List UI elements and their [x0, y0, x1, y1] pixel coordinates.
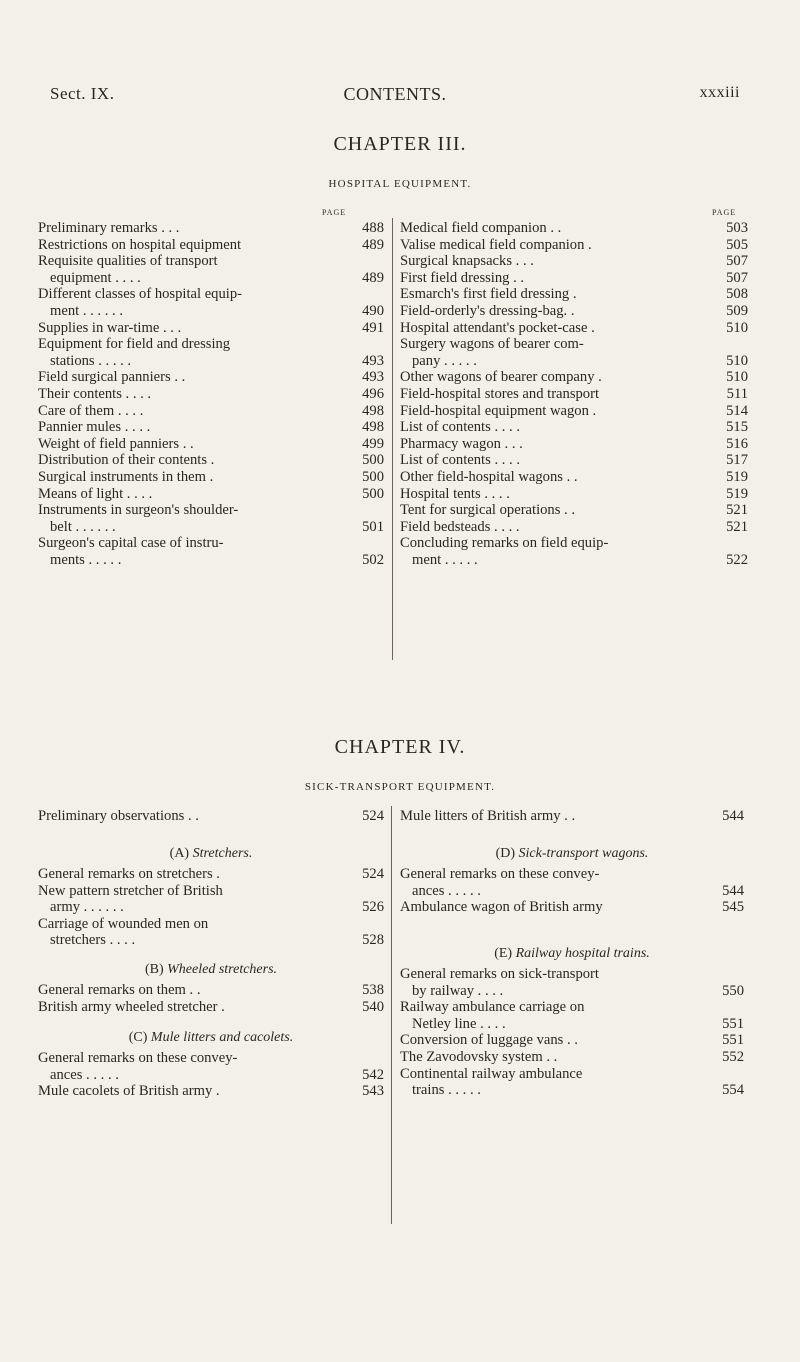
toc-entry-text: Tent for surgical operations . .: [400, 502, 576, 519]
toc-entry-page: 519: [726, 469, 748, 485]
toc-entry-text: Other field-hospital wagons . .: [400, 469, 578, 485]
toc-entry-text: Mule litters of British army . .: [400, 808, 576, 824]
toc-entry-page: 490: [362, 303, 384, 319]
toc-entry-text: ments . . . . .: [50, 552, 122, 568]
toc-entry-page: 551: [722, 1015, 744, 1032]
toc-entry-page: 508: [726, 286, 748, 303]
toc-entry-page: 505: [726, 236, 748, 253]
toc-entry-page: 498: [362, 419, 384, 436]
toc-entry-page: 554: [722, 1082, 744, 1099]
section-heading: [38, 846, 384, 862]
toc-entry-page: 496: [362, 386, 384, 402]
toc-entry-text: Field surgical panniers . .: [38, 369, 186, 386]
toc-entry-page: 500: [362, 452, 384, 469]
toc-entry-page: 515: [726, 419, 748, 436]
toc-entry-page: 542: [362, 1066, 384, 1083]
toc-entry-text: Field bedsteads . . . .: [400, 518, 520, 535]
toc-entry-text: Equipment for field and dressing: [38, 336, 231, 353]
toc-entry-page: 524: [362, 808, 384, 824]
toc-entry-text: First field dressing . .: [400, 269, 525, 286]
toc-entry-page: 501: [362, 518, 384, 535]
toc-entry-page: 491: [362, 319, 384, 336]
toc-entry-text: Preliminary remarks . . .: [38, 220, 180, 236]
toc-entry-text: Hospital tents . . . .: [400, 485, 510, 502]
toc-entry-page: 511: [726, 386, 748, 402]
chapter-4-subtitle: SICK-TRANSPORT EQUIPMENT.: [304, 781, 496, 793]
toc-entry-page: 550: [722, 982, 744, 999]
toc-entry-text: Conversion of luggage vans . .: [400, 1032, 578, 1049]
toc-entry-text: General remarks on these convey-: [38, 1050, 238, 1066]
toc-entry-text: Different classes of hospital equip-: [38, 286, 242, 303]
section-heading: [400, 946, 744, 962]
toc-entry-text: trains . . . . .: [412, 1082, 481, 1099]
toc-entry-text: Railway ambulance carriage on: [400, 999, 585, 1016]
toc-entry-page: 510: [726, 352, 748, 369]
toc-entry-text: belt . . . . . .: [50, 518, 116, 535]
toc-entry-text: General remarks on sick-transport: [400, 966, 599, 982]
toc-entry-text: List of contents . . . .: [400, 452, 520, 469]
toc-entry-text: The Zavodovsky system . .: [400, 1049, 558, 1065]
page-column-label-left: PAGE: [322, 208, 347, 217]
toc-entry-page: 526: [362, 899, 384, 916]
toc-entry-text: General remarks on stretchers .: [38, 866, 220, 882]
toc-entry-page: 519: [726, 485, 748, 502]
toc-entry-text: Field-orderly's dressing-bag. .: [400, 303, 575, 319]
toc-entry-text: Requisite qualities of transport: [38, 253, 218, 270]
toc-entry-text: List of contents . . . .: [400, 419, 520, 436]
toc-entry-page: 524: [362, 866, 384, 882]
toc-entry-text: ances . . . . .: [412, 882, 481, 899]
section-letter: (A): [169, 846, 193, 861]
toc-entry-text: Surgery wagons of bearer com-: [400, 336, 584, 353]
toc-entry-page: 551: [722, 1032, 744, 1049]
toc-entry-text: pany . . . . .: [412, 352, 477, 369]
toc-entry-text: Field-hospital equipment wagon .: [400, 402, 597, 419]
toc-entry-text: Hospital attendant's pocket-case .: [400, 319, 595, 336]
toc-entry-page: 503: [726, 220, 748, 236]
toc-entry-text: Other wagons of bearer company .: [400, 369, 602, 386]
toc-entry-text: Carriage of wounded men on: [38, 915, 209, 932]
toc-entry-page: 543: [362, 1083, 384, 1100]
toc-entry-text: stretchers . . . .: [50, 932, 136, 949]
toc-entry-text: Ambulance wagon of British army: [400, 899, 603, 916]
section-name: Wheeled stretchers.: [167, 962, 278, 977]
toc-entry-page: 488: [362, 220, 384, 236]
toc-entry-text: General remarks on these convey-: [400, 866, 600, 882]
toc-entry-page: 510: [726, 319, 748, 336]
toc-entry-page: 521: [726, 502, 748, 519]
section-heading: [400, 846, 744, 862]
section-heading: [38, 962, 384, 978]
running-head: [50, 84, 740, 108]
toc-entry-text: Medical field companion . .: [400, 220, 562, 236]
toc-entry-page: 493: [362, 369, 384, 386]
toc-entry-text: Field-hospital stores and transport: [400, 386, 600, 402]
toc-entry-text: General remarks on them . .: [38, 982, 201, 998]
chapter-3-subtitle: HOSPITAL EQUIPMENT.: [328, 178, 472, 190]
toc-entry-page: 493: [362, 352, 384, 369]
toc-entry-page: 540: [362, 998, 384, 1015]
section-letter: (E): [494, 946, 516, 961]
section-label: Sect. IX.: [50, 84, 115, 103]
toc-entry-page: 489: [362, 269, 384, 286]
toc-entry-text: Concluding remarks on field equip-: [400, 535, 609, 552]
toc-entry-text: equipment . . . .: [50, 269, 141, 286]
toc-entry-page: 509: [726, 303, 748, 319]
toc-entry-page: 538: [362, 982, 384, 998]
toc-entry-page: 528: [362, 932, 384, 949]
chapter-4-title: CHAPTER IV.: [334, 736, 466, 758]
section-name: Railway hospital trains.: [515, 946, 650, 961]
toc-entry-text: Preliminary observations . .: [38, 808, 199, 824]
chapter-3-title: CHAPTER III.: [333, 133, 467, 155]
section-letter: (D): [495, 846, 519, 861]
toc-entry-text: by railway . . . .: [412, 982, 504, 999]
section-name: Stretchers.: [192, 846, 253, 861]
toc-entry-page: 502: [362, 552, 384, 568]
toc-entry-text: Weight of field panniers . .: [38, 435, 194, 452]
toc-entry-page: 500: [362, 485, 384, 502]
toc-entry-page: 507: [726, 269, 748, 286]
toc-entry-text: Instruments in surgeon's shoulder-: [38, 502, 239, 519]
toc-entry-page: 489: [362, 236, 384, 253]
toc-entry-text: Valise medical field companion .: [400, 236, 592, 253]
toc-entry-text: Pharmacy wagon . . .: [400, 435, 523, 452]
toc-entry-text: Distribution of their contents .: [38, 452, 215, 469]
toc-entry-page: 544: [722, 808, 744, 824]
toc-entry-page: 552: [722, 1049, 744, 1065]
section-letter: (C): [128, 1030, 151, 1045]
section-letter: (B): [144, 962, 168, 977]
column-divider: [391, 806, 392, 1224]
page-heading: CONTENTS.: [343, 84, 447, 104]
toc-entry-text: army . . . . . .: [50, 899, 124, 916]
toc-entry-text: Surgical instruments in them .: [38, 469, 214, 485]
toc-entry-text: Surgeon's capital case of instru-: [38, 535, 224, 552]
toc-entry-text: Supplies in war-time . . .: [38, 319, 182, 336]
toc-entry-text: Restrictions on hospital equipment: [38, 236, 242, 253]
toc-entry-page: 507: [726, 253, 748, 270]
toc-entry-page: 514: [726, 402, 748, 419]
toc-entry-text: Esmarch's first field dressing .: [400, 286, 577, 303]
toc-entry-text: ances . . . . .: [50, 1066, 119, 1083]
section-name: Sick-transport wagons.: [518, 846, 649, 861]
section-name: Mule litters and cacolets.: [150, 1030, 294, 1045]
toc-entry-page: 517: [726, 452, 748, 469]
toc-entry-page: 545: [722, 899, 744, 916]
toc-entry-page: 499: [362, 435, 384, 452]
section-heading: [38, 1030, 384, 1046]
toc-entry-page: 521: [726, 518, 748, 535]
toc-entry-text: Care of them . . . .: [38, 402, 144, 419]
toc-entry-text: ment . . . . .: [412, 552, 478, 568]
toc-entry-page: 544: [722, 882, 744, 899]
toc-entry-page: 498: [362, 402, 384, 419]
toc-entry-text: Surgical knapsacks . . .: [400, 253, 534, 270]
toc-entry-text: Mule cacolets of British army .: [38, 1083, 220, 1100]
toc-entry-text: Means of light . . . .: [38, 485, 153, 502]
toc-entry-text: New pattern stretcher of British: [38, 882, 223, 899]
toc-entry-text: Netley line . . . .: [412, 1015, 506, 1032]
toc-entry-page: 510: [726, 369, 748, 386]
toc-entry-text: Their contents . . . .: [38, 386, 152, 402]
toc-entry-text: ment . . . . . .: [50, 303, 123, 319]
toc-entry-text: Pannier mules . . . .: [38, 419, 151, 436]
toc-entry-text: Continental railway ambulance: [400, 1065, 583, 1082]
page-column-label-right: PAGE: [712, 208, 737, 217]
toc-entry-page: 500: [362, 469, 384, 485]
page-number: xxxiii: [699, 84, 740, 101]
toc-entry-text: stations . . . . .: [50, 352, 132, 369]
toc-entry-text: British army wheeled stretcher .: [38, 998, 225, 1015]
column-divider: [392, 218, 393, 660]
toc-entry-page: 522: [726, 552, 748, 568]
toc-entry-page: 516: [726, 435, 748, 452]
